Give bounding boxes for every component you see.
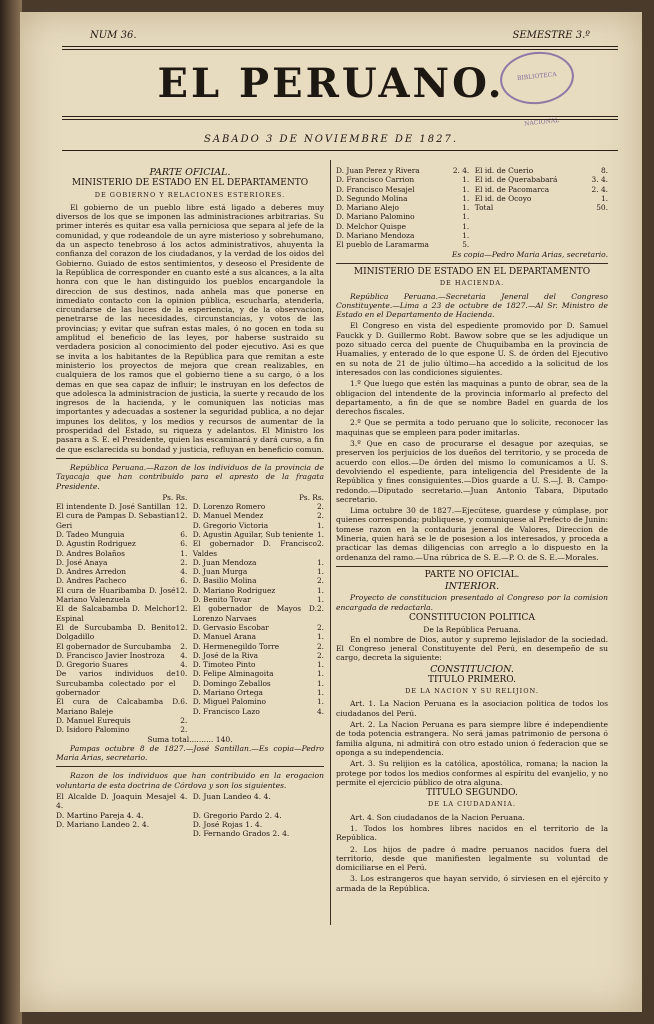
list-item: D. Mariano Landeo 2. 4. D. José Rojas 1. 4.	[56, 819, 263, 829]
column-separator	[330, 160, 331, 925]
divider	[56, 766, 324, 767]
issue-number: NUM 36.	[90, 30, 137, 41]
list-item: D. Timoteo Pinto 1.	[192, 660, 324, 670]
list-item: D. Mariano Alejo 1.	[336, 203, 470, 213]
list-item: D. Manuel Arana 1.	[192, 632, 324, 642]
list-item: El id. de Pacomarca 2. 4.	[474, 184, 608, 194]
list-item: D. Domingo Zeballos 1.	[192, 678, 324, 688]
list-item: D. José Anaya 2.	[56, 557, 188, 567]
list-item: D. Andres Arredon 4.	[56, 567, 188, 577]
continued-left	[336, 166, 469, 250]
list-item: D. Benito Tovar 1.	[192, 595, 324, 605]
list-item: D. Tadeo Munguia 6.	[56, 529, 188, 539]
list-item: El cura de Calcabamba D. Mariano Baleje 6.	[56, 697, 188, 716]
ministry-heading: MINISTERIO DE ESTADO EN EL DEPARTAMENTO	[71, 178, 309, 189]
list-item: Total 50.	[474, 203, 608, 213]
list-item: D. Andres Pacheco 6.	[56, 576, 188, 586]
article: 2. Los hijos de padre ó madre peruanos nacidos fuera del territorio, desde que manifiesten legalmente su voluntad de domiciliarse en el Perú.	[336, 844, 608, 873]
newspaper-title: EL PERUANO.	[157, 60, 505, 107]
list-item: D. Manuel Mendez 2.	[192, 511, 324, 521]
list-item: D. Melchor Quispe 1.	[336, 221, 470, 231]
list-item: D. Agustin Rodriguez 6.	[56, 539, 188, 549]
list-item: D. Mariano Ortega 1.	[192, 688, 324, 698]
constitution-heading-2: CONSTITUCION.	[430, 663, 514, 675]
article: Art. 2. La Nacion Peruana es para siempre libre é independiente de toda potencia estrangera. No será jamas patrimonio de persona ó familia alguna, ni admitirá con otro estado union ó federacion que se oponga a su independencia.	[336, 720, 608, 757]
list-item: El cura de Huaribamba D. José Mariano Valenzuela 12.	[56, 585, 188, 605]
rule	[62, 119, 618, 120]
list-item: El gobernador de Mayos D. Lorenzo Narvaes 2.	[192, 604, 324, 623]
right-column	[336, 166, 608, 895]
table-header: Ps. Rs.	[162, 492, 188, 502]
list-item: El pueblo de Laramarma 5.	[336, 240, 470, 250]
list-item: D. Manuel Eurequis 2.	[56, 715, 188, 725]
list-item: El gobernador de Surcubamba 2.	[56, 641, 188, 651]
project-intro: Proyecto de constitucion presentado al Congreso por la comision encargada de redactarla.	[336, 593, 608, 612]
left-column	[56, 166, 324, 838]
sum-total: Suma total.......... 140.	[147, 734, 233, 744]
constitution-heading: CONSTITUCION POLITICA	[409, 613, 535, 624]
list-item: D. Francisco Mesajel 1.	[336, 184, 470, 194]
list-item: D. Hermenegildo Torre 2.	[192, 641, 324, 651]
list-item: D. Miguel Palomino 1.	[192, 697, 324, 707]
article: Art. 4. Son ciudadanos de la Nacion Peruana.	[350, 812, 525, 822]
signature: Pampas octubre 8 de 1827.—José Santillan.—Es copia—Pedro Maria Arias, secretario.	[56, 743, 324, 763]
section-heading: PARTE NO OFICIAL.	[424, 569, 520, 580]
list-item: D. Francisco Carrion 1.	[336, 175, 470, 185]
contributors-left	[56, 493, 187, 735]
list-item: El Alcalde D. Joaquin Mesajel 4. 4. D. Juan Landeo 4. 4.	[56, 792, 271, 811]
divider	[336, 566, 608, 567]
list-item: D. José de la Riva 2.	[192, 650, 324, 660]
decree-paragraph: 1.º Que luego que estén las maquinas a punto de obrar, sea de la obligacion del intendente de la provincia informarlo al prefecto del departamento, a fin de que se nombre Badel en guarda de los derechos fiscales.	[336, 379, 608, 417]
constitution-sub: De la República Peruana.	[423, 625, 521, 635]
decree-paragraph: Lima octubre 30 de 1827.—Ejecútese, guardese y cúmplase, por quienes corresponda; publiquese, y comuniquese al Prefecto de Junin: tomese razon en la contaduria jeneral de Valores, Direccion de Mineria, quien hará se le de posesion a los interesados, y proceda a practicar las demas diligencias con arreglo a lo dispuesto en la ordenanza del ramo.—Una rúbrica de S. E.—P. O. de S. E.—Morales.	[336, 506, 608, 562]
decree-paragraph: El Congreso en vista del espediente promovido por D. Samuel Fauckk y D. Guillermo Robt. Bawow sobre que se les adjudique un pozo situado cerca del puente de Chuquibamba en la provincia de Huamalies, y enterado de lo que espone U. S. de órden del Ejecutivo en su nota de 21 de julio último—ha accedido a la solicitud de los interesados con las condiciones siguientes.	[336, 321, 608, 377]
title-heading: TITULO SEGUNDO.	[426, 788, 518, 799]
decree-paragraph: 2.º Que se permita a todo peruano que lo solicite, reconocer las maquinas que se empleen para poder imitarlas.	[336, 418, 608, 437]
list-item: D. Basilio Molina 2.	[192, 576, 324, 586]
table-header: Ps. Rs.	[299, 492, 324, 502]
list-item: D. Mariano Rodriguez 1.	[192, 585, 324, 595]
decree-paragraph: 3.º Que en caso de procurarse el desague por azequias, se preserven los perjuicios de los dueños del territorio, y se proceda de acuerdo con ellos.—De órden del mismo lo comunicamos a U. S. devolviendo el espediente, para inteligencia del Presidente de la República y fines consiguientes.—Dios guarde a U. S.—J. B. Campo-redondo.—Diputado secretario.—Juan Antonio Tabara, Diputado secretario.	[336, 439, 608, 504]
issue-date: SABADO 3 DE NOVIEMBRE DE 1827.	[203, 134, 459, 145]
library-stamp: BIBLIOTECA NACIONAL	[497, 48, 576, 107]
newspaper-page	[20, 12, 642, 1012]
title-subheading: DE LA CIUDADANIA.	[428, 800, 516, 809]
rule	[62, 49, 618, 50]
list-item: D. Gervasio Escobar 2.	[192, 622, 324, 632]
contributors-right	[193, 493, 324, 735]
list-item: El id. de Cuerio 8.	[474, 166, 608, 175]
list-item: D. Felipe Alminagoita 1.	[192, 669, 324, 679]
title-heading: TITULO PRIMERO.	[427, 674, 517, 685]
list-item: D. Martino Pareja 4. 4. D. Gregorio Pardo 2. 4.	[56, 810, 282, 820]
rule	[62, 116, 618, 117]
contributors-table	[56, 493, 324, 735]
section-heading: PARTE OFICIAL.	[149, 167, 231, 178]
rule	[62, 150, 618, 151]
list-item: D. Agustin Aguilar, Sub teniente 1.	[192, 529, 324, 539]
list-item: D. Francisco Javier Inostroza 4.	[56, 650, 188, 660]
list-item: El id. de Querababará 3. 4.	[474, 175, 608, 185]
list-item: D. Juan Mendoza 1.	[192, 557, 324, 567]
continued-table	[336, 166, 608, 250]
book-spine	[0, 0, 22, 1024]
list-item: El de Surcubamba D. Benito Dolgadillo 12.	[56, 622, 188, 642]
divider	[56, 458, 324, 459]
title-subheading: DE LA NACION Y SU RELIJION.	[405, 687, 539, 696]
decree-header: República Peruana.—Secretaria Jeneral del Congreso Constituyente.—Lima a 23 de octubre de 1827.—Al Sr. Ministro de Estado en el Departamento de Hacienda.	[336, 291, 608, 320]
list-item: El cura de Pampas D. Sebastian Geri 12.	[56, 511, 188, 530]
list-item: D. Lorenzo Romero 2.	[192, 502, 324, 512]
list-item: D. Isidoro Palomino 2.	[56, 725, 188, 735]
preamble: En el nombre de Dios, autor y supremo lejislador de la sociedad. El Congreso jeneral Constituyente del Perú, en desempeño de su cargo, decreta la siguiente:	[336, 634, 608, 663]
article-body: El gobierno de un pueblo libre está ligado a deberes muy diversos de los que se imponen las administraciones arbitrarias. Su primer interés es quitar esa valla perniciosa que separa al jefe de la comunidad, y que rodeandole de un ayre misterioso y sobrehumano, da un aspecto tenebroso á los actos administrativos, ahuyenta la confianza del corazon de los ciudadanos, y la verdad de los oidos del Gobierno. Guiado de estos sentimientos, y deseoso el Presidente de la República de corresponder en cuanto esté a sus alcances, a la alta honra con que le han distinguido los pueblos encargandole la direccion de sus destinos, nada anhela mas que ponerse en inmediato contacto con la opinion pública, escucharla, atenderla, circundarse de las luces de la esperiencia, y de la observacion, penetrarse de las necesidades, circunstancias, y votos de las provincias; y evitar que sufran estas males, ó no gocen en toda su amplitud el beneficio de las leyes, por haberse sustraido su verdadera posicion al conocimiento del poder ejecutivo. Asi es que se invita a los habitantes de la República para que remitan a este ministerio los proyectos de mejora que crean realizables, en cualquiera de los ramos que el gobierno tiene a su cargo, ó a los demas en que sea capaz de influir; le instruyan en los defectos de que adolesca la administracion de justicia, la suerte y recaudo de los ingresos de la hacienda, y le comuniquen las noticias mas importantes y adecuadas a sostener la seguridad publica, a no dejar impunes los delitos, y los medios y recursos de aumentar de la prosperidad del Estado, su riqueza y adelantos. El Ministro los pasara a S. E. el Presidente, quien las escaminará y dará curso, a fin de que esclarecida su bondad y justicia, refluyan en beneficio comun.	[56, 202, 324, 454]
list-item: El id. de Ocoyo 1.	[474, 193, 608, 203]
ministry-subheading-2: DE HACIENDA.	[439, 279, 505, 288]
list-item: D. Mariano Mendoza 1.	[336, 231, 470, 241]
ministry-heading-2: MINISTERIO DE ESTADO EN EL DEPARTAMENTO	[353, 266, 591, 277]
list-item: De varios individuos de Surcubamba colectado por el gobernador 10.	[56, 669, 188, 698]
list-item: D. Juan Murga 1.	[192, 567, 324, 577]
list-item: El de Salcabamba D. Melchor Espinal 12.	[56, 604, 188, 623]
list-item: El gobernador D. Francisco Valdes 2.	[192, 539, 324, 558]
list-item: D. Fernando Grados 2. 4.	[192, 829, 290, 839]
contributors-table-2	[56, 792, 324, 838]
semester: SEMESTRE 3.º	[512, 30, 590, 41]
list-item: D. Gregorio Victoria 1.	[192, 520, 324, 530]
article: 3. Los estrangeros que hayan servido, ó sirviesen en el ejército y armada de la República.	[336, 874, 608, 893]
continued-right	[475, 166, 608, 250]
ministry-subheading: DE GOBIERNO Y RELACIONES ESTERIORES.	[94, 190, 286, 199]
copy-note: Es copia—Pedro Maria Arias, secretario.	[451, 249, 608, 259]
list-item: D. Francisco Lazo 4.	[192, 706, 324, 716]
article: Art. 1. La Nacion Peruana es la asociacion politica de todos los ciudadanos del Perú.	[336, 699, 608, 718]
list-item: El intendente D. José Santillan 12.	[56, 502, 188, 512]
list-item: D. Segundo Molina 1.	[336, 193, 470, 203]
list-intro: República Peruana.—Razon de los individuos de la provincia de Tayacaja que han contribuido para el apresto de la fragata Presidente.	[56, 462, 324, 491]
divider	[336, 263, 608, 264]
list-item: D. Mariano Palomino 1.	[336, 212, 470, 222]
rule	[62, 46, 618, 47]
list-intro-2: Razon de los individuos que han contribuido en la erogacion voluntaria de esta doctrina de Córdova y son los siguientes.	[56, 771, 324, 790]
list-item: D. Juan Perez y Rivera 2. 4.	[336, 166, 470, 175]
article: 1. Todos los hombres libres nacidos en el territorio de la República.	[336, 824, 608, 843]
article: Art. 3. Su relijion es la católica, apostólica, romana; la nacion la protege por todos los medios conformes al espíritu del evanjelio, y no permite el ejercicio público de otra alguna.	[336, 759, 608, 787]
section-subheading: INTERIOR.	[444, 581, 500, 593]
list-item: D. Andres Bolaños 1.	[56, 548, 188, 558]
list-item: D. Gregorio Suares 4.	[56, 660, 188, 670]
